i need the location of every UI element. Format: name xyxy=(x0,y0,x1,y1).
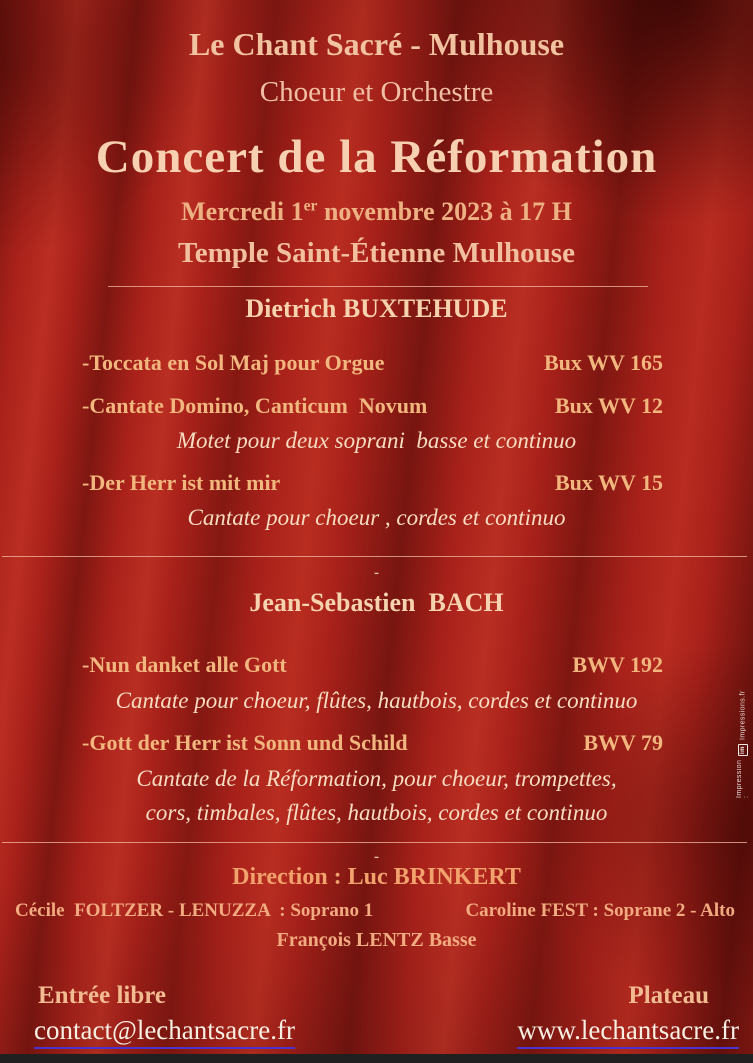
concert-title: Concert de la Réformation xyxy=(95,131,658,183)
date-prefix: Mercredi 1 xyxy=(181,197,304,226)
work-description: Cantate pour choeur, flûtes, hautbois, cordes et continuo xyxy=(115,688,638,713)
entry-row xyxy=(0,982,753,1010)
section-dash: - xyxy=(374,849,379,865)
program-item xyxy=(0,350,753,376)
section-dash: - xyxy=(374,565,379,581)
contact-email-link[interactable]: contact@lechantsacre.fr xyxy=(34,1015,295,1049)
work-description: Cantate pour choeur , cordes et continuo xyxy=(187,505,566,530)
program-item xyxy=(0,393,753,419)
date-ordinal-superscript: er xyxy=(303,197,318,215)
work-description: Cantate de la Réformation, pour choeur, trompettes, xyxy=(136,766,617,791)
work-title: -Der Herr ist mit mir xyxy=(82,470,281,495)
work-description: cors, timbales, flûtes, hautbois, cordes et continuo xyxy=(145,800,608,825)
separator-line xyxy=(2,842,747,843)
bottom-bar xyxy=(0,1054,753,1063)
soloists-row xyxy=(0,900,753,922)
composer-heading-buxtehude: Dietrich BUXTEHUDE xyxy=(245,294,508,323)
ensemble-subtitle: Choeur et Orchestre xyxy=(259,76,494,108)
soloist-bass: François LENTZ Basse xyxy=(276,929,477,951)
catalog-number: Bux WV 12 xyxy=(554,393,663,418)
separator-line xyxy=(108,286,648,287)
printer-credit-name: Impressions.fr xyxy=(739,690,747,740)
soloist-soprano2-alto: Caroline FEST : Soprane 2 - Alto xyxy=(465,900,735,921)
printer-credit xyxy=(736,690,750,798)
entry-free-label: Entrée libre xyxy=(38,982,166,1009)
work-title: -Gott der Herr ist Sonn und Schild xyxy=(82,730,408,755)
program-item xyxy=(0,652,753,678)
website-link[interactable]: www.lechantsacre.fr xyxy=(517,1015,739,1049)
printer-logo-icon: im xyxy=(740,745,746,754)
links-row xyxy=(0,1015,753,1049)
catalog-number: BWV 79 xyxy=(583,730,663,755)
catalog-number: BWV 192 xyxy=(572,652,663,677)
date-suffix: novembre 2023 à 17 H xyxy=(317,197,572,226)
plateau-label: Plateau xyxy=(628,982,709,1009)
direction-line: Direction : Luc BRINKERT xyxy=(232,864,521,890)
soloist-soprano1: Cécile FOLTZER - LENUZZA : Soprano 1 xyxy=(15,900,374,921)
separator-line xyxy=(2,556,747,557)
catalog-number: Bux WV 15 xyxy=(554,470,663,495)
catalog-number: Bux WV 165 xyxy=(543,350,663,375)
work-title: -Nun danket alle Gott xyxy=(82,652,287,677)
work-title: -Cantate Domino, Canticum Novum xyxy=(82,393,428,418)
printer-credit-label: Impression : xyxy=(736,759,750,798)
venue-line: Temple Saint-Étienne Mulhouse xyxy=(178,237,575,269)
program-item xyxy=(0,730,753,756)
program-item xyxy=(0,470,753,496)
composer-heading-bach: Jean-Sebastien BACH xyxy=(249,588,504,617)
concert-date xyxy=(0,197,753,227)
work-title: -Toccata en Sol Maj pour Orgue xyxy=(82,350,385,375)
work-description: Motet pour deux soprani basse et continuo xyxy=(176,428,577,453)
organization-title: Le Chant Sacré - Mulhouse xyxy=(188,26,565,62)
